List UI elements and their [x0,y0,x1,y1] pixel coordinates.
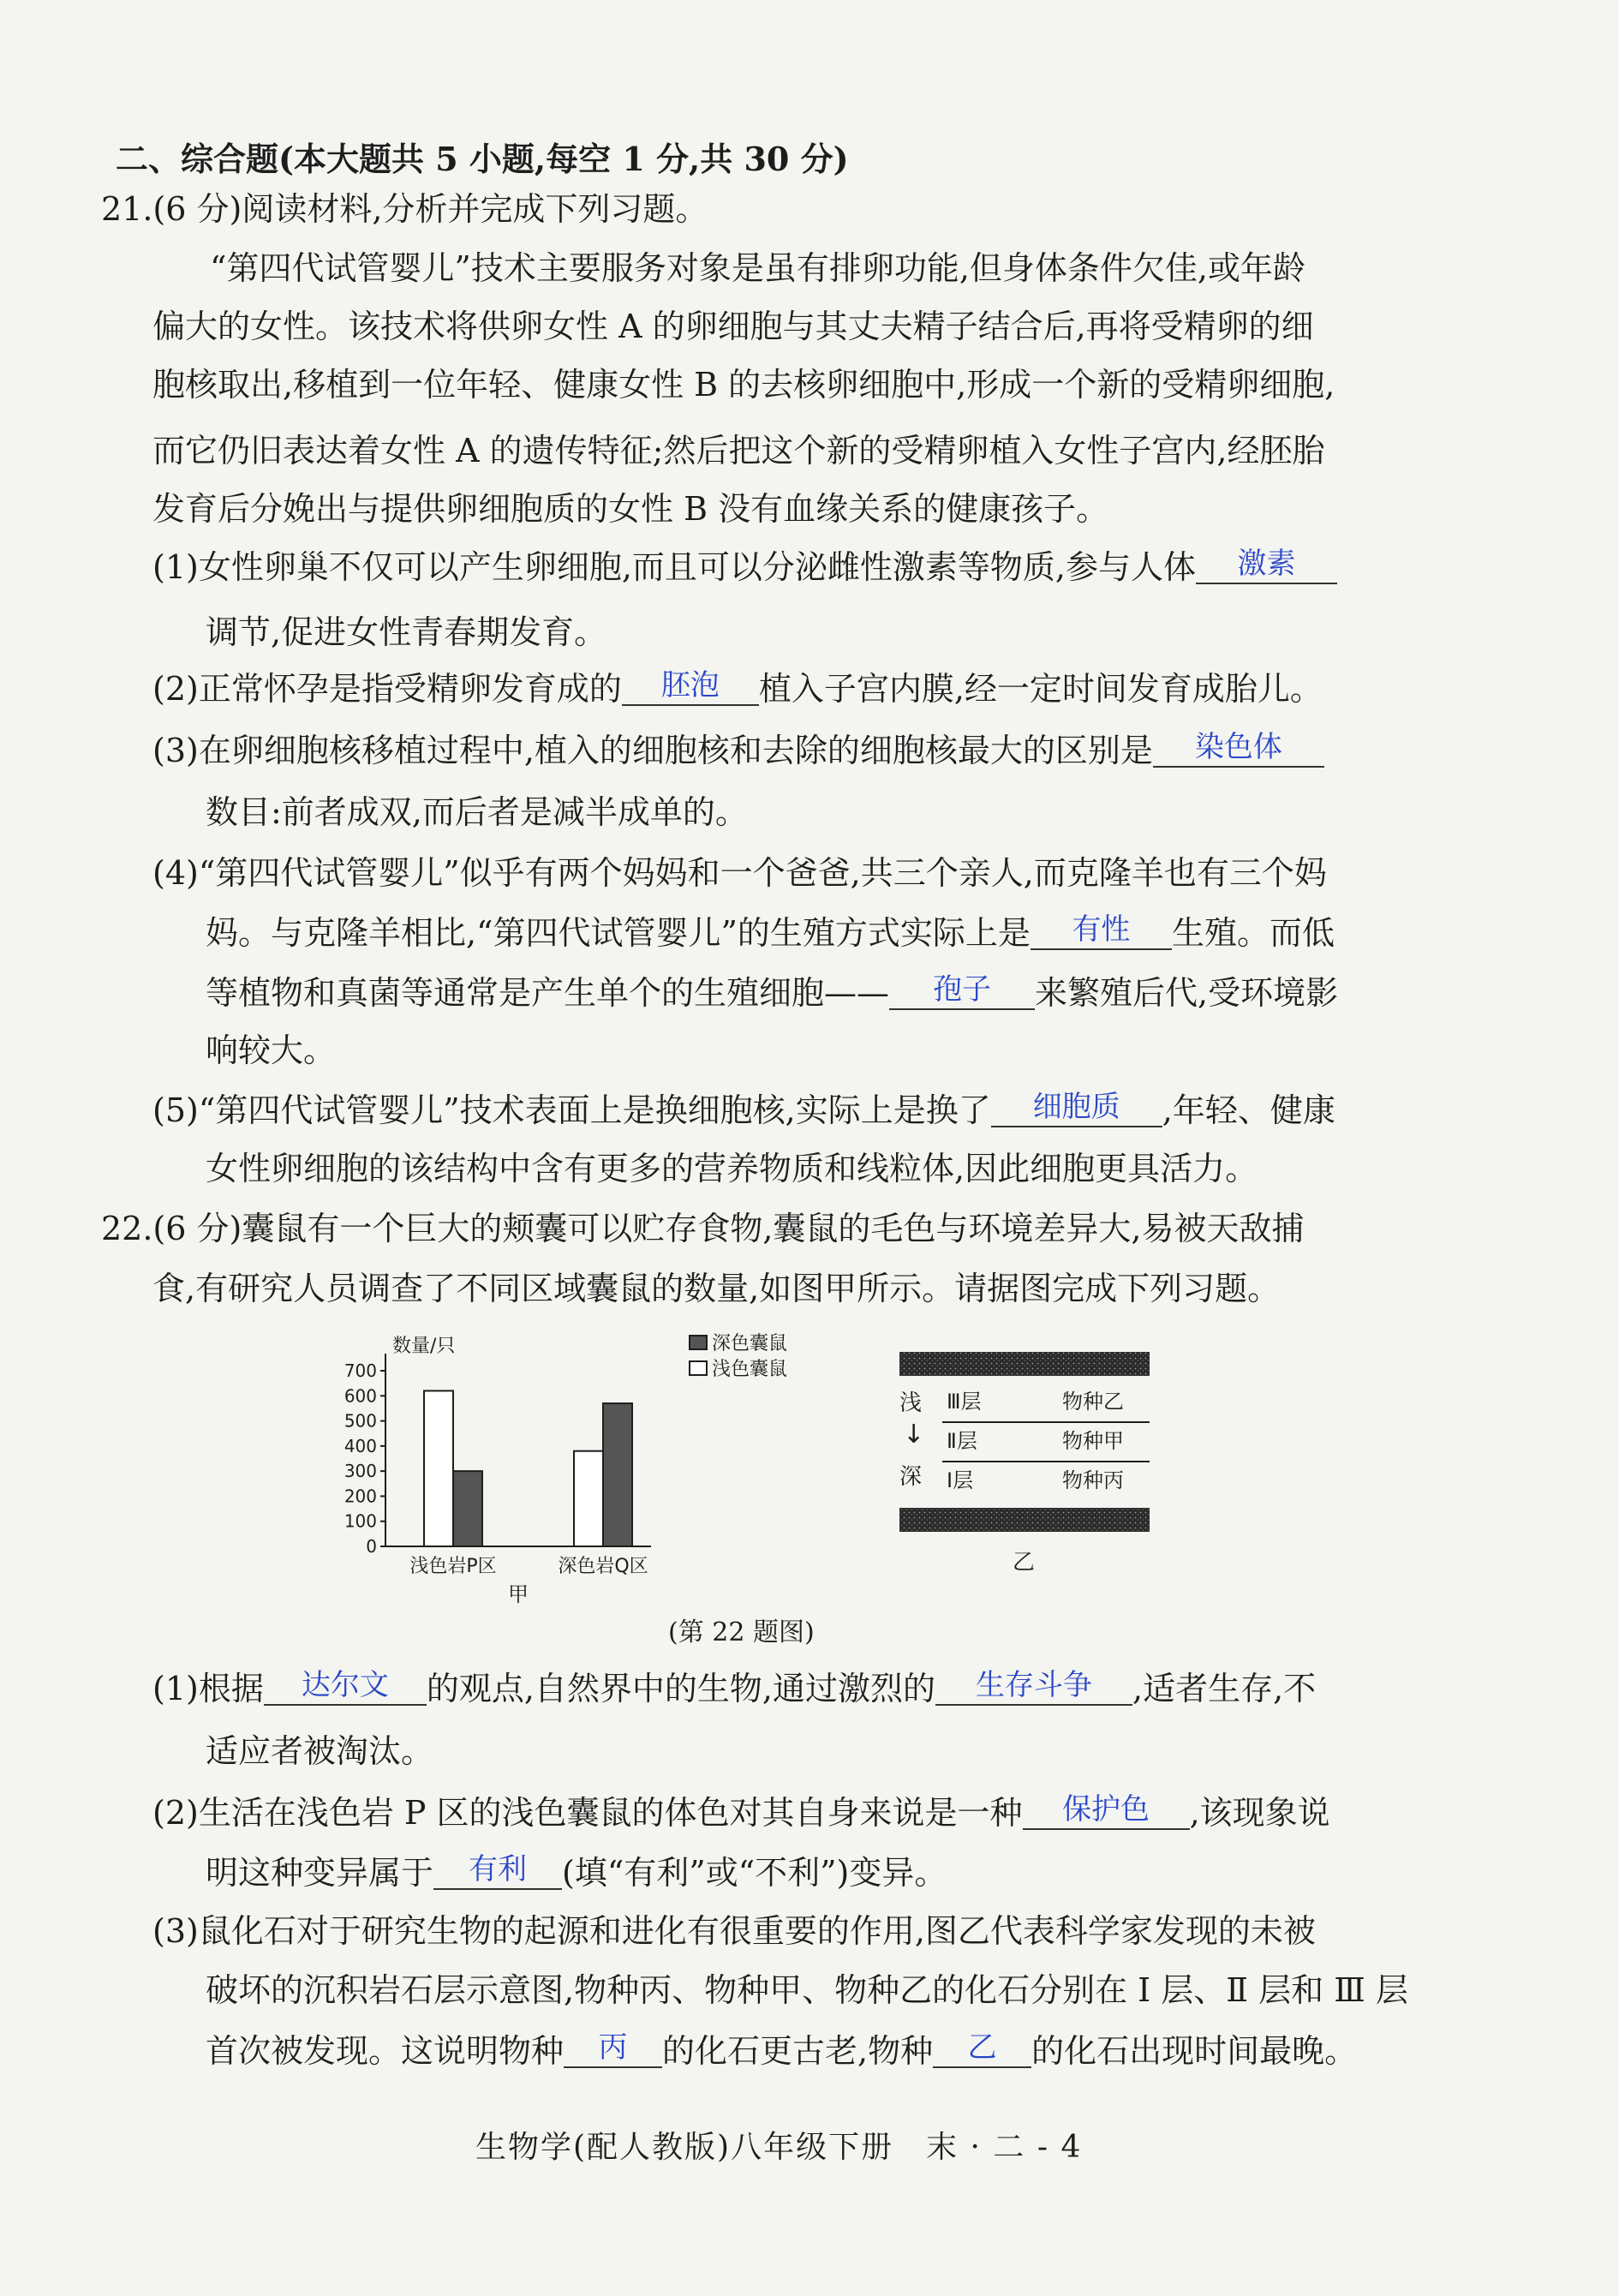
q21-part4-text-c: 生殖。而低 [1171,914,1335,952]
legend-swatch-2 [690,1361,707,1375]
q21-part4-answer-1[interactable]: 有性 [1031,911,1172,950]
y-tick-label: 700 [344,1360,377,1381]
q21-part3-cont: 数目:前者成双,而后者是减半成单的。 [206,793,748,831]
q21-passage-line-2: 偏大的女性。该技术将供卵女性 A 的卵细胞与其丈夫精子结合后,再将受精卵的细 [152,308,1314,345]
q21-header: 21.(6 分)阅读材料,分析并完成下列习题。 [101,190,708,228]
q21-part4-line-1: (4)“第四代试管婴儿”似乎有两个妈妈和一个爸爸,共三个亲人,而克隆羊也有三个妈 [152,854,1327,892]
q21-part1-text: (1)女性卵巢不仅可以产生卵细胞,而且可以分泌雌性激素等物质,参与人体 [152,548,1196,586]
section-title: 二、综合题(本大题共 5 小题,每空 1 分,共 30 分) [116,140,849,178]
q22-part1-answer-2[interactable]: 生存斗争 [935,1666,1132,1706]
figure-jia-bar-chart [334,1328,865,1606]
q21-part2-text-b: 植入子宫内膜,经一定时间发育成胎儿。 [758,670,1323,708]
figure-caption: (第 22 题图) [668,1617,815,1647]
strata-arrow-icon: ↓ [903,1420,925,1450]
q21-part3-answer[interactable]: 染色体 [1153,728,1324,768]
y-tick-label: 0 [366,1536,377,1557]
strata-species-2: 物种甲 [1062,1429,1124,1453]
y-tick-label: 600 [344,1385,377,1407]
q22-part1-text-c: ,适者生存,不 [1132,1670,1317,1707]
q22-part3-line-2: 破坏的沉积岩石层示意图,物种丙、物种甲、物种乙的化石分别在 Ⅰ 层、Ⅱ 层和 Ⅲ 层 [206,1971,1408,2009]
q21-part3-line [152,728,1324,773]
page-footer: 生物学(配人教版)八年级下册 末 · 二 - 4 [475,2130,1083,2165]
q21-part4-text-e: 来繁殖后代,受环境影 [1035,974,1339,1012]
strata-species-3: 物种乙 [1062,1390,1124,1414]
q21-passage-line-5: 发育后分娩出与提供卵细胞质的女性 B 没有血缘关系的健康孩子。 [152,490,1109,528]
x-tick-label: 浅色岩P区 [409,1556,497,1577]
q22-part2-answer-2[interactable]: 有利 [433,1851,562,1890]
y-tick-label: 300 [344,1461,377,1482]
q21-part4-line-4: 响较大。 [206,1031,337,1069]
strata-layer-2: Ⅱ层 [947,1429,977,1453]
q22-part3-line-3 [206,2029,1357,2073]
q22-part2-line-2 [206,1851,947,1895]
q21-part4-text-d: 等植物和真菌等通常是产生单个的生殖细胞—— [206,974,890,1012]
q21-part3-text: (3)在卵细胞核移植过程中,植入的细胞核和去除的细胞核最大的区别是 [152,732,1153,769]
q21-part5-answer[interactable]: 细胞质 [991,1088,1162,1127]
y-tick-label: 200 [344,1486,377,1507]
q21-part2-text-a: (2)正常怀孕是指受精卵发育成的 [152,670,622,708]
q22-part3-text-c: 首次被发现。这说明物种 [206,2032,565,2070]
q22-part3-line-1: (3)鼠化石对于研究生物的起源和进化有很重要的作用,图乙代表科学家发现的未被 [152,1912,1316,1950]
strata-species-1: 物种丙 [1062,1468,1124,1492]
q21-part5-text-b: ,年轻、健康 [1162,1091,1335,1129]
q22-part3-text-d: 的化石更古老,物种 [662,2032,934,2070]
q21-part5-line-1 [152,1088,1335,1133]
figure-jia-label: 甲 [508,1582,529,1606]
q22-header-line-1: 22.(6 分)囊鼠有一个巨大的颊囊可以贮存食物,囊鼠的毛色与环境差异大,易被天敌捕 [101,1210,1305,1247]
q21-part4-line-2 [206,911,1335,955]
bar-dark-2 [603,1403,632,1546]
figure-yi-strata [882,1336,1156,1585]
q22-part2-line-1 [152,1791,1330,1835]
q21-part4-line-3 [206,971,1338,1015]
bar-light-1 [424,1390,453,1546]
bar-dark-1 [453,1471,482,1546]
y-tick-label: 100 [344,1510,377,1532]
q22-part3-text-e: 的化石出现时间最晚。 [1031,2032,1358,2070]
q21-part4-answer-2[interactable]: 孢子 [889,971,1035,1010]
q21-passage-line-3: 胞核取出,移植到一位年轻、健康女性 B 的去核卵细胞中,形成一个新的受精卵细胞, [152,366,1335,404]
top-rock-band [899,1352,1150,1376]
strata-layer-1: Ⅰ层 [947,1468,974,1492]
q22-part2-answer-1[interactable]: 保护色 [1023,1791,1190,1830]
y-tick-label: 500 [344,1410,377,1432]
q22-header-line-2: 食,有研究人员调查了不同区域囊鼠的数量,如图甲所示。请据图完成下列习题。 [152,1270,1281,1307]
q22-part3-answer-2[interactable]: 乙 [933,2029,1031,2068]
q21-part2-line [152,667,1323,711]
q21-part1-line [152,545,1337,589]
q21-part1-answer[interactable]: 激素 [1196,545,1337,584]
q22-part2-text-b: ,该现象说 [1189,1794,1330,1832]
q22-part2-text-c: 明这种变异属于 [206,1854,434,1892]
figure-yi-label: 乙 [1012,1550,1036,1576]
q21-part5-text-a: (5)“第四代试管婴儿”技术表面上是换细胞核,实际上是换了 [152,1091,991,1129]
y-tick-label: 400 [344,1435,377,1456]
q22-part2-text-d: (填“有利”或“不利”)变异。 [562,1854,947,1892]
q22-part1-line-1 [152,1666,1316,1711]
q22-part3-answer-1[interactable]: 丙 [564,2029,662,2068]
strata-shallow-label: 浅 [899,1390,923,1416]
q21-part2-answer[interactable]: 胚泡 [622,667,759,706]
strata-deep-label: 深 [899,1464,923,1490]
legend-label-2: 浅色囊鼠 [712,1359,788,1380]
y-axis-label: 数量/只 [392,1336,456,1357]
q22-part1-line-2: 适应者被淘汰。 [206,1732,434,1770]
q22-part1-text-b: 的观点,自然界中的生物,通过激烈的 [426,1670,935,1707]
q21-part5-line-2: 女性卵细胞的该结构中含有更多的营养物质和线粒体,因此细胞更具活力。 [206,1150,1258,1187]
q21-part4-text-b: 妈。与克隆羊相比,“第四代试管婴儿”的生殖方式实际上是 [206,914,1031,952]
q22-part1-text-a: (1)根据 [152,1670,264,1707]
bar-light-2 [574,1451,603,1546]
q21-passage-line-1: “第四代试管婴儿”技术主要服务对象是虽有排卵功能,但身体条件欠佳,或年龄 [210,249,1306,287]
bottom-rock-band [899,1508,1150,1532]
legend-label-1: 深色囊鼠 [712,1333,788,1354]
strata-layer-3: Ⅲ层 [947,1390,982,1414]
q21-passage-line-4: 而它仍旧表达着女性 A 的遗传特征;然后把这个新的受精卵植入女性子宫内,经胚胎 [152,432,1325,469]
legend-swatch-1 [690,1336,707,1349]
x-tick-label: 深色岩Q区 [558,1556,648,1577]
q22-part2-text-a: (2)生活在浅色岩 P 区的浅色囊鼠的体色对其自身来说是一种 [152,1794,1023,1832]
q21-part1-cont: 调节,促进女性青春期发育。 [206,613,607,651]
q22-part1-answer-1[interactable]: 达尔文 [264,1666,427,1706]
